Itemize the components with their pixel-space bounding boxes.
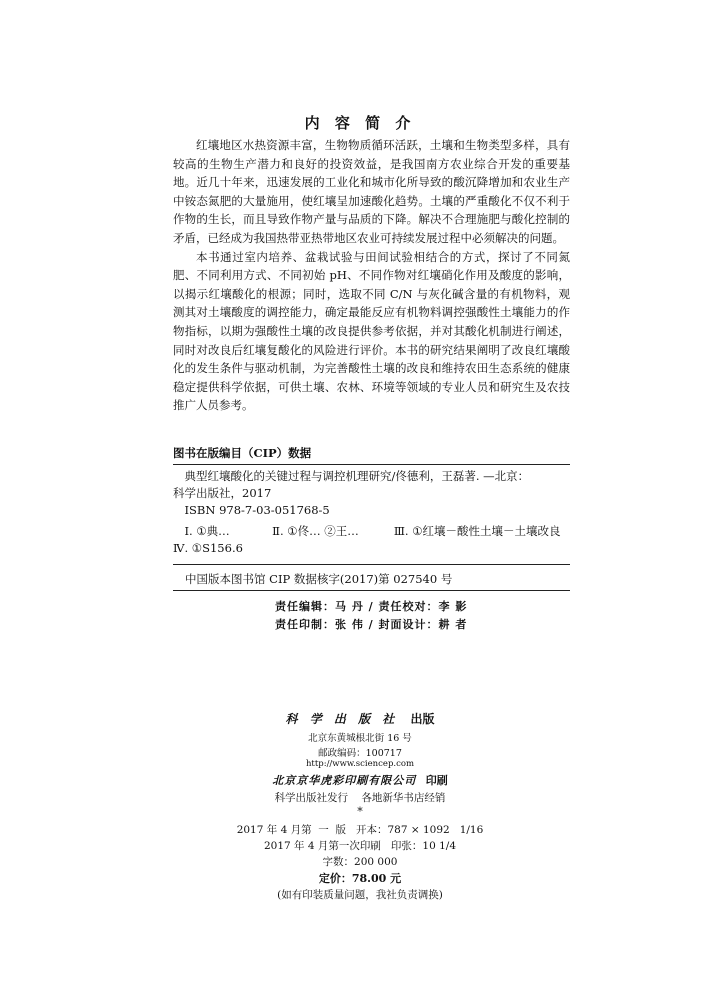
summary-paragraph-2: 本书通过室内培养、盆栽试验与田间试验相结合的方式，探讨了不同氮肥、不同利用方式、不同初始 pH、不同作物对红壤硝化作用及酸度的影响，以揭示红壤酸化的根源；同时，选取不同 C/N 与灰化碱含量的有机物料，观测其对土壤酸度的调控能力，确定最能反应有机物料调控强酸性土壤能力的作物指标，以期为强酸性土壤的改良提供参考依据，并对其酸化机制进行阐述，同时对改良后红壤复酸化的风险进行评价。本书的研究结果阐明了改良红壤酸化的发生条件与驱动机制，为完善酸性土壤的改良和维持农田生态系统的健康稳定提供科学依据，可供土壤、农林、环境等领域的专业人员和研究生及农技推广人员参考。: [173, 249, 570, 413]
cip-title-line: 典型红壤酸化的关键过程与调控机理研究/佟德利，王磊著. —北京：: [184, 469, 530, 483]
production-credits: 责任印制：张 伟 / 封面设计：耕 者: [275, 618, 468, 631]
cip-isbn: ISBN 978-7-03-051768-5: [184, 503, 330, 517]
edition-line: 2017 年 4 月第 一 版 开本：787 × 1092 1/16: [236, 824, 484, 836]
cip-middle-rule: [173, 564, 570, 565]
quality-notice: (如有印装质量问题，我社负责调换): [277, 889, 443, 901]
word-count: 字数：200 000: [322, 856, 398, 868]
printer-suffix: 印刷: [425, 774, 448, 787]
publisher-suffix: 出版: [410, 712, 435, 726]
cip-class-4: Ⅳ. ①S156.6: [173, 541, 243, 555]
summary-paragraph-1: 红壤地区水热资源丰富，生物物质循环活跃，土壤和生物类型多样，具有较高的生物生产潜力和良好的投资效益，是我国南方农业综合开发的重要基地。近几十年来，迅速发展的工业化和城市化所导致的酸沉降增加和农业生产中铵态氮肥的大量施用，使红壤呈加速酸化趋势。土壤的严重酸化不仅不利于作物的生长，而且导致作物产量与品质的下降。解决不合理施肥与酸化控制的矛盾，已经成为我国热带亚热带地区农业可持续发展过程中必须解决的问题。: [173, 138, 570, 245]
publisher-address: 北京东黄城根北街 16 号: [308, 733, 412, 744]
postcode: 邮政编码：100717: [318, 748, 402, 759]
cip-class-1: Ⅰ. ①典…: [184, 524, 230, 538]
printer-name: 北京京华虎彩印刷有限公司: [272, 774, 417, 787]
summary-body: [173, 136, 570, 415]
cip-record: [173, 468, 570, 557]
cip-top-rule: [173, 464, 570, 465]
summary-title: 内 容 简 介: [304, 114, 416, 132]
publisher-line: [0, 710, 720, 727]
cip-class-2: Ⅱ. ①佟… ②王…: [272, 524, 359, 538]
distribution-line: 科学出版社发行 各地新华书店经销: [274, 792, 446, 804]
cip-heading: 图书在版编目（CIP）数据: [173, 446, 312, 460]
printing-line: 2017 年 4 月第一次印刷 印张：10 1/4: [263, 840, 457, 852]
cip-class-3: Ⅲ. ①红壤－酸性土壤－土壤改良: [393, 524, 561, 538]
cip-record-number: 中国版本图书馆 CIP 数据核字(2017)第 027540 号: [185, 572, 453, 586]
separator-star: *: [357, 805, 363, 818]
cip-classification: [173, 523, 570, 540]
cip-publisher-line: 科学出版社，2017: [173, 486, 272, 500]
printer-line: [0, 772, 720, 788]
cip-bottom-rule: [173, 590, 570, 591]
editor-credits: 责任编辑：马 丹 / 责任校对：李 影: [275, 600, 468, 613]
price: 定价：78.00 元: [318, 872, 402, 885]
publisher-name: 科 学 出 版 社: [285, 712, 399, 726]
website: http://www.sciencep.com: [305, 759, 415, 769]
